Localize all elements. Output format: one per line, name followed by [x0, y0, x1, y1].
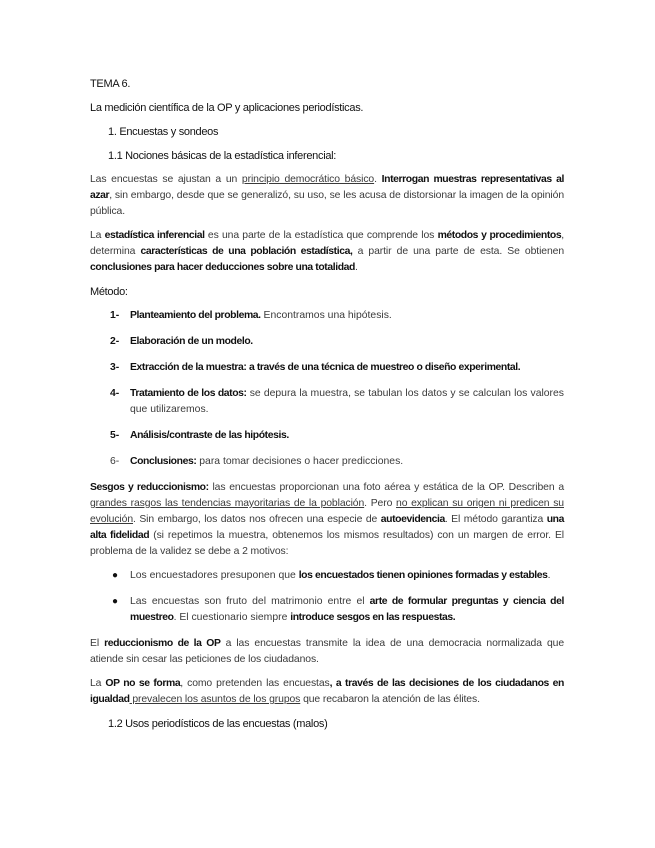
bold-text: reduccionismo de la OP: [104, 638, 221, 649]
text: .: [547, 570, 551, 581]
underlined-text: prevalecen los asuntos de los grupos: [129, 694, 301, 705]
list-number: 6-: [110, 456, 120, 467]
method-steps-list: [90, 308, 564, 470]
list-number: 1-: [110, 310, 120, 321]
document-title: TEMA 6.: [90, 78, 131, 90]
paragraph-reduccionismo: [90, 636, 564, 668]
text: El: [90, 638, 105, 649]
text: . El cuestionario siempre: [173, 612, 291, 623]
list-number: 5-: [110, 430, 120, 441]
text: que recabaron la atención de las élites.: [300, 694, 480, 705]
bullet-icon: ●: [112, 570, 119, 581]
text: (si repetimos la muestra, obtenemos los mismos resultados) con un margen de error. El problema de la validez se debe a 2 motivos:: [90, 530, 564, 557]
text: a las encuestas transmite la idea de una democracia normalizada que atiende sin cesar las peticiones de los ciudadanos.: [90, 638, 564, 665]
bold-text: métodos y procedimientos: [437, 230, 562, 241]
section-heading-1-1: 1.1 Nociones básicas de la estadística inferencial:: [108, 150, 337, 162]
list-item: [90, 568, 564, 584]
bold-text: Interrogan muestras representativas al azar: [90, 174, 564, 201]
bold-text: conclusiones para hacer deducciones sobre una totalidad: [90, 262, 355, 273]
underlined-text: principio democrático básico: [241, 174, 375, 185]
text: Los encuestadores presuponen que: [130, 570, 299, 581]
paragraph-sesgos: [90, 480, 564, 560]
text: se depura la muestra, se tabulan los datos y se calculan los valores que utilizaremos.: [130, 388, 564, 415]
text: es una parte de la estadística que comprende los: [204, 230, 438, 241]
bold-text: Tratamiento de los datos:: [130, 388, 247, 399]
bold-text: introduce sesgos en las respuestas.: [290, 612, 456, 623]
list-item: [90, 360, 564, 376]
underlined-text: no explican su origen ni predicen su evolución: [90, 498, 564, 525]
bold-text: autoevidencia: [380, 514, 445, 525]
text: Encontramos una hipótesis.: [260, 310, 392, 321]
text: las encuestas proporcionan una foto aérea y estática de la OP. Describen a: [208, 482, 565, 493]
section-heading-1: 1. Encuestas y sondeos: [108, 126, 219, 138]
list-number: 3-: [110, 362, 120, 373]
text: . El método garantiza: [444, 514, 547, 525]
paragraph-encuestas: [90, 172, 564, 220]
text: . Pero: [364, 498, 397, 509]
text: La: [90, 230, 105, 241]
text: , sin embargo, desde que se generalizó, su uso, se les acusa de distorsionar la imagen de la opinión pública.: [90, 190, 564, 217]
validity-bullets-list: [90, 568, 564, 626]
text: . Sin embargo, los datos nos ofrecen una especie de: [133, 514, 381, 525]
bold-text: los encuestados tienen opiniones formadas y estables: [298, 570, 548, 581]
list-item: [90, 594, 564, 626]
bold-text: Extracción de la muestra: a través de una técnica de muestreo o diseño experimental.: [130, 362, 521, 373]
text: La: [90, 678, 106, 689]
paragraph-op-no-se-forma: [90, 676, 564, 708]
bold-text: estadística inferencial: [104, 230, 205, 241]
bold-text: Conclusiones:: [130, 456, 197, 467]
bold-text: Análisis/contraste de las hipótesis.: [130, 430, 289, 441]
text: para tomar decisiones o hacer predicciones.: [196, 456, 404, 467]
list-item: [90, 334, 564, 350]
text: Las encuestas son fruto del matrimonio entre el: [130, 596, 370, 607]
text: .: [374, 174, 382, 185]
document-subtitle: La medición científica de la OP y aplicaciones periodísticas.: [90, 102, 364, 114]
section-heading-1-2: 1.2 Usos periodísticos de las encuestas (malos): [108, 718, 328, 730]
bold-text: OP no se forma: [105, 678, 181, 689]
metodo-label: Método:: [90, 286, 128, 298]
list-item: [90, 386, 564, 418]
list-item: [90, 428, 564, 444]
list-item: [90, 454, 564, 470]
underlined-text: grandes rasgos las tendencias mayoritarias de la población: [90, 498, 365, 509]
bold-text: Elaboración de un modelo.: [130, 336, 253, 347]
list-item: [90, 308, 564, 324]
text: Las encuestas se ajustan a un: [90, 174, 242, 185]
document-page: [90, 76, 564, 740]
bold-text: , a través de las decisiones de los ciudadanos en igualdad: [90, 678, 564, 705]
paragraph-estadistica: [90, 228, 564, 276]
text: , determina: [90, 230, 565, 257]
bold-text: arte de formular preguntas y ciencia del muestreo: [130, 596, 564, 623]
list-number: 4-: [110, 388, 120, 399]
bold-text: Sesgos y reduccionismo:: [90, 482, 209, 493]
text: a partir de una parte de esta. Se obtienen: [352, 246, 565, 257]
bullet-icon: ●: [112, 596, 119, 607]
bold-text: una alta fidelidad: [90, 514, 564, 541]
text: .: [354, 262, 358, 273]
list-number: 2-: [110, 336, 120, 347]
text: , como pretenden las encuestas: [180, 678, 330, 689]
bold-text: características de una población estadística,: [140, 246, 353, 257]
bold-text: Planteamiento del problema.: [130, 310, 261, 321]
